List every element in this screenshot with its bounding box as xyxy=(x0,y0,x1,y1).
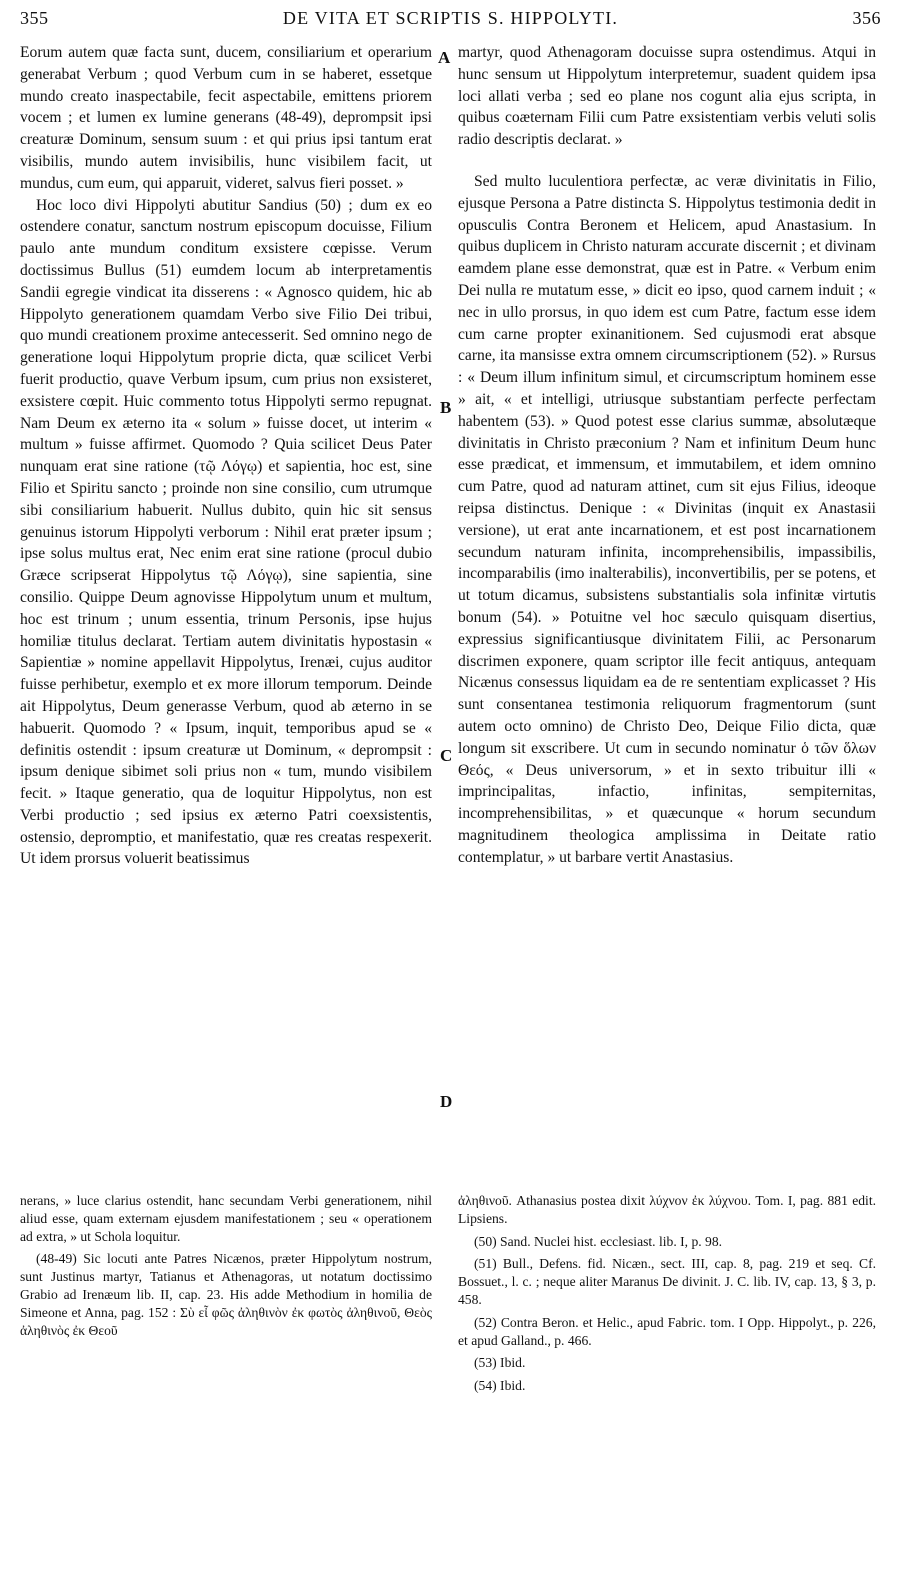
margin-marker-a: A xyxy=(438,48,451,67)
running-title: DE VITA ET SCRIPTIS S. HIPPOLYTI. xyxy=(282,8,619,28)
right-column xyxy=(458,42,876,868)
page-number-right: 356 xyxy=(852,8,881,28)
margin-marker-b: B xyxy=(440,398,452,417)
footnote-51: (51) Bull., Defens. fid. Nicæn., sect. III, cap. 8, pag. 219 et seq. Cf. Bossuet., l. c. ; neque aliter Maranus De divinit. J. C. lib. IV, cap. 13, § 3, p. 458. xyxy=(458,1256,876,1307)
footnote-54: (54) Ibid. xyxy=(474,1378,526,1394)
paragraph-gap xyxy=(458,151,876,171)
left-column xyxy=(20,42,432,870)
footnotes-left xyxy=(20,1192,432,1344)
footnote-continuation: nerans, » luce clarius ostendit, hanc secundam Verbi generationem, nihil aliud esse, quam externam ejusdem manifestationem ; seu « operationem ad extra, » ut Schola loquitur. xyxy=(20,1193,432,1244)
right-paragraph-2: Sed multo luculentiora perfectæ, ac veræ divinitatis in Filio, ejusque Persona a Patre distincta S. Hippolytus testimonia dedit in opusculis Contra Beronem et Helicem, apud Anastasium. In quibus duplicem in Christo naturam accurate discernit ; et divinam eamdem plane esse demonstrat, quæ est in Patre. « Verbum enim Dei nulla re mutatum esse, » dicit eo ipso, quod carnem induit ; « nec in ullo prorsus, in quo idem est cum Patre, factum esse idem cum carne propter exinanitionem. Sed cujusmodi erat absque carne, ita mansisse extra omnem circumscriptionem (52). » Rursus : « Deum illum infinitum simul, et circumscriptum hominem esse » ait, « et intelligi, utriusque substantiam perfecte perfectam habentem (53). » Quod potest esse clarius summæ, absolutæque divinitatis in Christo præconium ? Nam et infinitum Deum hunc esse prædicat, et immensum, et immutabilem, et idem omnino cum Patre, quod ad naturam attinet, cum sit ejus Filius, ideoque reipsa distinctus. Denique : « Divinitas (inquit ex Anastasii versione), ut erat ante incarnationem, et est post incarnationem secundum naturam infinita, incomprehensibilis, impassibilis, incomparabilis (imo inalterabilis), inconvertibilis, per se potens, et ut totum dicamus, subsistens substantialis sola infinitæ virtutis bonum (54). » Potuitne vel hoc sæculo quisquam disertius, expressius significantiusque divinitatem Filii, ac Personarum discrimen exponere, quam scriptor ille fecit antiquus, antequam Nicænus consessus liquidam ea de re sententiam explicasset ? His sunt consentanea testimonia reliquorum fragmentorum (sunt autem octo omnino) de Christo Deo, Deique Filio dicta, quæ longum sit exscribere. Ut cum in secundo nominatur ὁ τῶν ὅλων Θεός, « Deus universorum, » et in sexto tribuitur illi « imprincipalitas, infactio, infinitas, sempiternitas, incomprehensibilitas, » et quæcunque « horum secundum magnitudinem theologica amplissima in Deitate ratio contemplatur, » ut barbare vertit Anastasius. xyxy=(458,172,876,866)
page-number-left: 355 xyxy=(20,8,49,28)
right-paragraph-1: martyr, quod Athenagoram docuisse supra ostendimus. Atqui in hunc sensum ut Hippolytum interpretemur, suadent quidem ipsa loci allati verba ; sed eo plane nos cogunt alia ejus scripta, in quibus coæternam Filii cum Patre exsistentiam verbis veluti solis radio descriptis declarat. » xyxy=(458,44,876,149)
left-paragraph-1: Eorum autem quæ facta sunt, ducem, consiliarium et operarium generabat Verbum ; quod Verbum cum in se haberet, essetque mundo creato inaspectabile, fecit aspectabile, emittens priorem vocem ; et lumen ex lumine generans (48-49), deprompsit ipsi creaturæ Dominum, sensum suum : et qui prius ipsi tantum erat visibilis, mundo autem invisibilis, hunc visibilem facit, ut mundus, cum eum, qui apparuit, videret, salvus fieri posset. » xyxy=(20,44,432,192)
footnote-continuation-right: ἀληθινοῦ. Athanasius postea dixit λύχνον ἐκ λύχνου. Tom. I, pag. 881 edit. Lipsiens. xyxy=(458,1193,876,1226)
running-header xyxy=(20,8,881,38)
margin-marker-d: D xyxy=(440,1092,453,1111)
footnote-52: (52) Contra Beron. et Helic., apud Fabric. tom. I Opp. Hippolyt., p. 226, et apud Galland., p. 466. xyxy=(458,1314,876,1348)
footnote-53: (53) Ibid. xyxy=(474,1355,526,1371)
footnotes-right xyxy=(458,1192,876,1400)
footnote-50: (50) Sand. Nuclei hist. ecclesiast. lib. I, p. 98. xyxy=(474,1233,723,1249)
margin-marker-c: C xyxy=(440,746,453,765)
left-paragraph-2: Hoc loco divi Hippolyti abutitur Sandius (50) ; dum ex eo ostendere conatur, sanctum nostrum episcopum docuisse, Filium paulo ante mundum conditum exsistere cœpisse. Verum doctissimus Bullus (51) eumdem locum ab interpretamentis Sandii egregie vindicat ita disserens : « Agnosco quidem, hic ab Hippolyto generationem quamdam Verbo sive Filio Dei tribui, quo mundi creationem proxime antecesserit. Sed omnino nego de generatione loqui Hippolytum proprie dicta, quæ scilicet Verbi fuerit productio, quave Verbum ipsum, cum prius non exsisteret, exsistere cœpit. Huic commento totus Hippolyti sermo repugnat. Nam Deum ex æterno ita « solum » fuisse docet, ut interim « multum » fuisse affirmet. Quomodo ? Quia scilicet Deus Pater nunquam erat sine ratione (τῷ Λόγῳ) et sapientia, hoc est, sine Filio et Spiritu sancto ; proinde non sine consilio, cum utrumque sibi consiliarium habuerit. Nullus dubito, quin hic sit sensus genuinus istorum Hippolyti verborum : Nihil erat præter ipsum ; ipse solus multus erat, Nec enim erat sine ratione (procul dubio Græce scripserat Hippolytus τῷ Λόγῳ), sine sapientia, sine consilio. Quippe Deum agnovisse Hippolytum unum et multum, hoc est trinum ; unum essentia, trinum Personis, ipse hujus homiliæ titulus declarat. Tertiam autem divinitatis hypostasin « Sapientiæ » nomine appellavit Hippolytus, Irenæi, cujus auditor fuisse perhibetur, exemplo et ex more illorum temporum. Deinde ait Hippolytus, Deum generasse Verbum, quod ab æterno in se habuerit. Quomodo ? « Ipsum, inquit, temporibus apud se « definitis ostendit : ipsum creaturæ ut Dominum, « deprompsit : ipsum denique sibimet soli prius non « tum, mundo visibilem fecit. » Itaque generatio, qua de loquitur Hippolytus, non est Verbi productio ; sed ipsius ex æterno Patri coexsistentis, ostensio, depromptio, et manifestatio, quæ res creatas respexerit. Ut idem prorsus voluerit beatissimus xyxy=(20,196,432,868)
footnote-48-49: (48-49) Sic locuti ante Patres Nicænos, præter Hippolytum nostrum, sunt Justinus martyr, Tatianus et Athenagoras, ut notatum doctissimo Grabio ad Irenæum lib. II, cap. 23. His adde Methodium in homilia de Simeone et Anna, pag. 152 : Σὺ εἶ φῶς ἀληθινὸν ἐκ φωτὸς ἀληθινοῦ, Θεὸς ἀληθινὸς ἐκ Θεοῦ xyxy=(20,1251,432,1338)
